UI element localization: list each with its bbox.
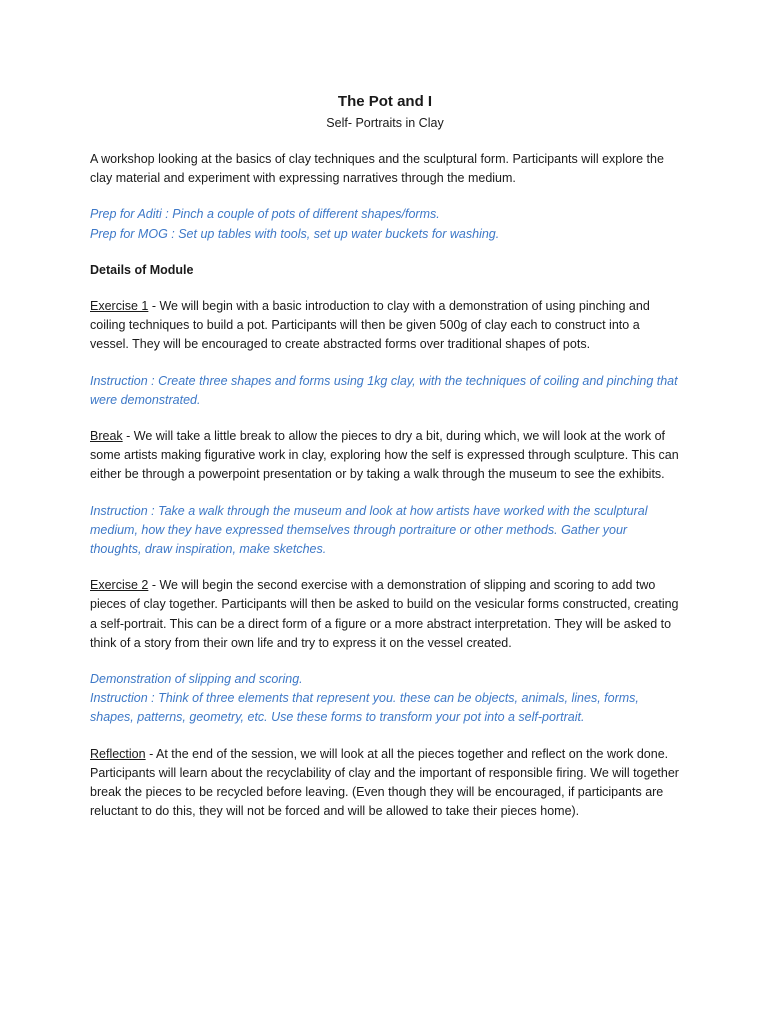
reflection-label: Reflection [90, 746, 146, 761]
reflection-paragraph [90, 745, 680, 822]
intro-paragraph: A workshop looking at the basics of clay techniques and the sculptural form. Participants will explore the clay material and experiment with expressing narratives through the medium. [90, 152, 664, 186]
document-title: The Pot and I [337, 93, 433, 110]
prep-mog: Prep for MOG : Set up tables with tools, set up water buckets for washing. [90, 226, 500, 241]
exercise2-text: - We will begin the second exercise with a demonstration of slipping and scoring to add two pieces of clay together. Participants will then be asked to build on the vesicular forms constructed, creating a self-portrait. This can be a direct form of a figure or a more abstract interpretation. They will be asked to think of a story from their own life and try to express it on the vessel created. [90, 578, 679, 650]
details-heading: Details of Module [90, 262, 194, 277]
exercise2-label: Exercise 2 [90, 578, 149, 593]
exercise2-paragraph [90, 576, 680, 653]
exercise1-text: - We will begin with a basic introduction to clay with a demonstration of using pinching and coiling techniques to build a pot. Participants will then be given 500g of clay each to construct into a vessel. They will be encouraged to create abstracted forms over traditional shapes of pots. [90, 299, 650, 352]
break-text: - We will take a little break to allow the pieces to dry a bit, during which, we will look at the work of some artists making figurative work in clay, exploring how the self is expressed through sculpture. This can either be through a powerpoint presentation or by taking a walk through the museum to see the exhibits. [90, 429, 679, 482]
break-paragraph [90, 427, 680, 485]
exercise1-instruction: Instruction : Create three shapes and forms using 1kg clay, with the techniques of coiling and pinching that were demonstrated. [90, 373, 678, 407]
exercise2-notes [90, 670, 680, 728]
document-subtitle: Self- Portraits in Clay [326, 116, 444, 130]
exercise2-demo: Demonstration of slipping and scoring. [90, 672, 303, 687]
reflection-text: - At the end of the session, we will look at all the pieces together and reflect on the work done. Participants will learn about the recyclability of clay and the important of responsible firing. We will together break the pieces to be recycled before leaving. (Even though they will be encouraged, if participants are reluctant to do this, they will not be forced and will be allowed to take their pieces home). [90, 746, 679, 819]
prep-aditi: Prep for Aditi : Pinch a couple of pots of different shapes/forms. [90, 207, 440, 222]
break-instruction: Instruction : Take a walk through the museum and look at how artists have worked with the sculptural medium, how they have expressed themselves through portraiture or other methods. Gather your thoughts, draw inspiration, make sketches. [90, 503, 648, 557]
break-label: Break [90, 429, 123, 444]
exercise2-instruction: Instruction : Think of three elements that represent you. these can be objects, animals, lines, forms, shapes, patterns, geometry, etc. Use these forms to transform your pot into a self-portrait. [90, 691, 639, 725]
exercise1-label: Exercise 1 [90, 299, 149, 314]
exercise1-paragraph [90, 297, 680, 355]
prep-notes [90, 205, 680, 243]
